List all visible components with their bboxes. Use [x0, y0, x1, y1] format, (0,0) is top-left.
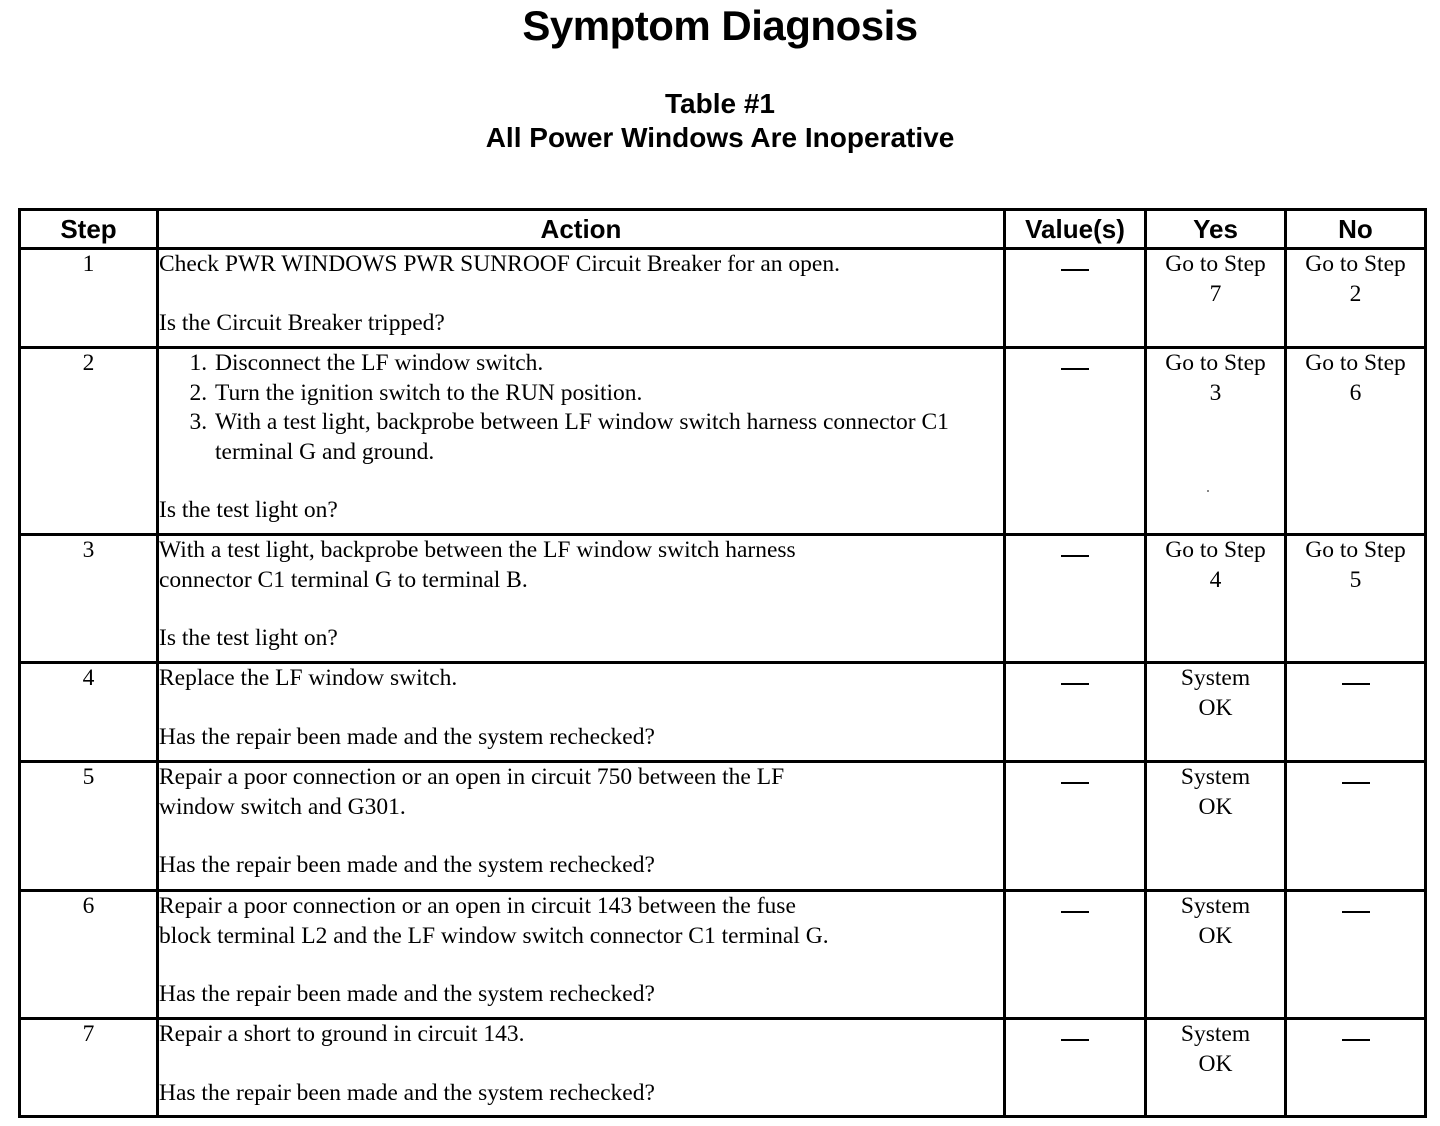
no-cell [1286, 535, 1426, 663]
yes-cell [1146, 663, 1286, 762]
dash-mark [1061, 782, 1089, 784]
action-question: Is the Circuit Breaker tripped? [159, 309, 445, 336]
table-row [20, 762, 1426, 891]
diagnosis-table [18, 208, 1427, 1118]
column-header-yes: Yes [1146, 210, 1286, 249]
dash-mark [1342, 782, 1370, 784]
table-row [20, 663, 1426, 762]
action-text: Repair a poor connection or an open in circuit 143 between the fuse [159, 893, 796, 919]
dash-mark [1061, 555, 1089, 557]
action-cell [158, 249, 1005, 348]
dash-mark [1342, 911, 1370, 913]
dash-mark [1061, 683, 1089, 685]
no-target: 5 [1349, 566, 1362, 593]
action-question: Has the repair been made and the system rechecked? [159, 981, 655, 1007]
action-question: Has the repair been made and the system rechecked? [159, 1079, 655, 1106]
step-number: 5 [20, 762, 158, 891]
substep-list [159, 349, 1003, 467]
dash-mark [1342, 1039, 1370, 1041]
value-cell [1005, 535, 1146, 663]
table-number: Table #1 [665, 88, 775, 119]
no-target: 2 [1349, 280, 1362, 307]
action-question: Has the repair been made and the system rechecked? [159, 723, 655, 750]
yes-target: 3 [1209, 379, 1222, 406]
action-text: With a test light, backprobe between the LF window switch harness [159, 537, 796, 563]
action-cell [158, 663, 1005, 762]
table-header-row [20, 210, 1426, 249]
yes-cell [1146, 891, 1286, 1019]
step-number: 6 [20, 891, 158, 1019]
action-cell [158, 535, 1005, 663]
yes-text: Go to Step [1165, 251, 1266, 277]
no-text: Go to Step [1305, 350, 1406, 376]
value-cell [1005, 762, 1146, 891]
step-number: 2 [20, 348, 158, 535]
no-cell [1286, 249, 1426, 348]
step-number: 1 [20, 249, 158, 348]
dash-mark [1061, 911, 1089, 913]
substep-item: 2. Turn the ignition switch to the RUN position. [213, 379, 1003, 409]
step-number: 7 [20, 1019, 158, 1117]
action-text: block terminal L2 and the LF window switch connector C1 terminal G. [159, 922, 829, 949]
dash-mark [1342, 683, 1370, 685]
dash-mark [1061, 368, 1089, 370]
dash-mark [1061, 1039, 1089, 1041]
substep-item: 1. Disconnect the LF window switch. [213, 349, 1003, 379]
column-header-step: Step [20, 210, 158, 249]
yes-target: OK [1198, 694, 1233, 721]
no-text: Go to Step [1305, 537, 1406, 563]
yes-text: System [1180, 1021, 1251, 1047]
column-header-action: Action [158, 210, 1005, 249]
no-cell [1286, 762, 1426, 891]
scan-speck [1207, 490, 1209, 492]
table-row [20, 249, 1426, 348]
table-title: All Power Windows Are Inoperative [485, 122, 955, 153]
action-question: Has the repair been made and the system rechecked? [159, 852, 655, 878]
yes-cell [1146, 1019, 1286, 1117]
table-row [20, 348, 1426, 535]
yes-cell [1146, 249, 1286, 348]
value-cell [1005, 891, 1146, 1019]
yes-text: System [1180, 764, 1251, 790]
table-row [20, 1019, 1426, 1117]
column-header-values: Value(s) [1005, 210, 1146, 249]
action-cell [158, 891, 1005, 1019]
yes-text: System [1180, 893, 1251, 919]
yes-cell [1146, 348, 1286, 535]
yes-target: OK [1198, 1050, 1233, 1077]
dash-mark [1061, 269, 1089, 271]
yes-cell [1146, 762, 1286, 891]
action-text: Repair a short to ground in circuit 143. [159, 1021, 525, 1047]
table-row [20, 535, 1426, 663]
yes-text: Go to Step [1165, 537, 1266, 563]
yes-target: OK [1198, 922, 1233, 949]
no-target: 6 [1349, 379, 1362, 406]
yes-cell [1146, 535, 1286, 663]
yes-target: 7 [1209, 280, 1222, 307]
action-text: Check PWR WINDOWS PWR SUNROOF Circuit Breaker for an open. [159, 251, 840, 277]
value-cell [1005, 348, 1146, 535]
yes-target: OK [1198, 793, 1233, 820]
action-cell [158, 348, 1005, 535]
action-cell [158, 1019, 1005, 1117]
step-number: 3 [20, 535, 158, 663]
page-title: Symptom Diagnosis [522, 2, 918, 49]
substep-item: 3. With a test light, backprobe between LF window switch harness connector C1 terminal G and ground. [213, 408, 1003, 467]
action-text: connector C1 terminal G to terminal B. [159, 566, 528, 593]
action-question: Is the test light on? [159, 497, 338, 523]
action-text: Replace the LF window switch. [159, 665, 458, 691]
yes-target: 4 [1209, 566, 1222, 593]
action-cell [158, 762, 1005, 891]
no-cell [1286, 348, 1426, 535]
action-text: window switch and G301. [159, 793, 406, 820]
action-text: Repair a poor connection or an open in circuit 750 between the LF [159, 764, 785, 790]
value-cell [1005, 1019, 1146, 1117]
no-text: Go to Step [1305, 251, 1406, 277]
yes-text: System [1180, 665, 1251, 691]
no-cell [1286, 663, 1426, 762]
action-question: Is the test light on? [159, 625, 338, 651]
value-cell [1005, 663, 1146, 762]
no-cell [1286, 891, 1426, 1019]
value-cell [1005, 249, 1146, 348]
yes-text: Go to Step [1165, 350, 1266, 376]
step-number: 4 [20, 663, 158, 762]
column-header-no: No [1286, 210, 1426, 249]
table-row [20, 891, 1426, 1019]
no-cell [1286, 1019, 1426, 1117]
